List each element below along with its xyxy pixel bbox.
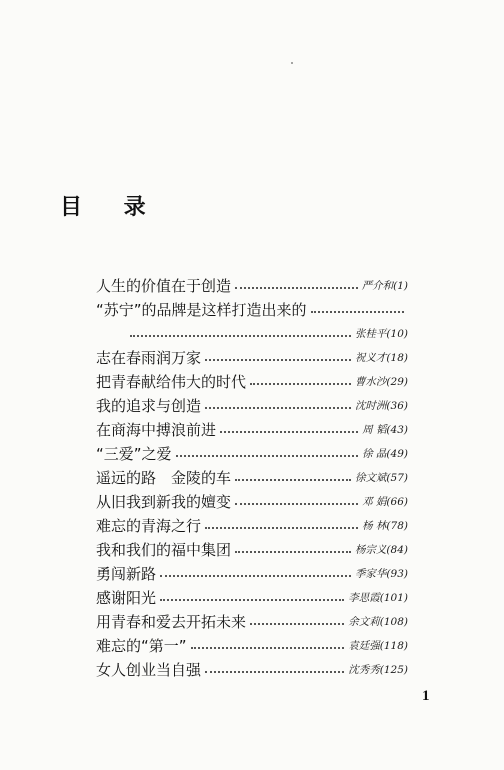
- toc-entry[interactable]: [96, 273, 408, 297]
- dot-leader: [311, 311, 404, 313]
- toc-list: [96, 273, 408, 681]
- toc-entry-author-page: 余文莉(108): [348, 615, 408, 628]
- toc-entry-author-page: 李思霞(101): [348, 591, 408, 604]
- toc-entry-author-page: 沈秀秀(125): [348, 663, 408, 676]
- toc-entry[interactable]: [96, 585, 408, 609]
- dot-leader: [220, 431, 358, 433]
- toc-entry-author-page: 沈时洲(36): [354, 399, 408, 412]
- dot-leader: [250, 623, 344, 625]
- toc-entry-author-page: 季家华(93): [354, 567, 408, 580]
- toc-entry-author-page: 徐文斌(57): [354, 471, 408, 484]
- toc-entry-title: “苏宁”的品牌是这样打造出来的: [96, 300, 307, 319]
- toc-entry-title: 用青春和爱去开拓未来: [96, 612, 247, 631]
- toc-entry[interactable]: [96, 345, 408, 369]
- toc-entry-title: 遥远的路 金陵的车: [96, 468, 232, 487]
- toc-entry[interactable]: [96, 465, 408, 489]
- page-number: 1: [422, 688, 430, 704]
- toc-entry[interactable]: [96, 561, 408, 585]
- dot-leader: [160, 575, 351, 577]
- toc-entry-continuation[interactable]: [96, 321, 408, 345]
- toc-entry[interactable]: [96, 609, 408, 633]
- toc-entry[interactable]: [96, 489, 408, 513]
- toc-entry-title: 在商海中搏浪前进: [96, 420, 217, 439]
- toc-entry[interactable]: [96, 441, 408, 465]
- dot-leader: [191, 647, 345, 649]
- dot-leader: [235, 551, 351, 553]
- dot-leader: [205, 407, 351, 409]
- toc-entry[interactable]: [96, 297, 408, 321]
- toc-entry-title: 我的追求与创造: [96, 396, 202, 415]
- toc-entry-title: 难忘的“第一”: [96, 636, 187, 655]
- toc-entry-title: 女人创业当自强: [96, 660, 202, 679]
- toc-entry[interactable]: [96, 657, 408, 681]
- toc-entry-title: 从旧我到新我的嬗变: [96, 492, 232, 511]
- toc-entry-author-page: 袁廷强(118): [348, 639, 408, 652]
- dot-leader: [160, 599, 344, 601]
- toc-entry-author-page: 杨宗义(84): [354, 543, 408, 556]
- dot-leader: [205, 359, 351, 361]
- dot-leader: [130, 335, 351, 337]
- toc-entry-title: 志在春雨润万家: [96, 348, 202, 367]
- toc-entry-title: 我和我们的福中集团: [96, 540, 232, 559]
- toc-entry[interactable]: [96, 369, 408, 393]
- toc-entry-author-page: 杨 林(78): [362, 519, 408, 532]
- toc-entry[interactable]: [96, 393, 408, 417]
- toc-entry-author-page: 邓 娟(66): [362, 495, 408, 508]
- toc-entry-author-page: 张桂平(10): [354, 327, 408, 340]
- toc-entry[interactable]: [96, 537, 408, 561]
- toc-entry-author-page: 严介和(1): [361, 279, 408, 292]
- dot-leader: [250, 383, 351, 385]
- dot-leader: [205, 671, 344, 673]
- dot-leader: [235, 503, 358, 505]
- toc-entry-title: 把青春献给伟大的时代: [96, 372, 247, 391]
- toc-entry[interactable]: [96, 633, 408, 657]
- toc-entry-title: 感谢阳光: [96, 588, 157, 607]
- dot-leader: [235, 479, 351, 481]
- toc-entry-title: 人生的价值在于创造: [96, 276, 232, 295]
- toc-entry-author-page: 徐 晶(49): [362, 447, 408, 460]
- dot-leader: [205, 527, 358, 529]
- dot-leader: [235, 287, 358, 289]
- toc-entry-title: “三爱”之爱: [96, 444, 172, 463]
- dot-leader: [176, 455, 359, 457]
- toc-entry-author-page: 周 韬(43): [362, 423, 408, 436]
- toc-entry-author-page: 曹水沙(29): [354, 375, 408, 388]
- toc-entry[interactable]: [96, 417, 408, 441]
- toc-heading: 目 录: [60, 195, 163, 220]
- toc-entry[interactable]: [96, 513, 408, 537]
- toc-entry-title: 勇闯新路: [96, 564, 157, 583]
- toc-entry-author-page: 祝义才(18): [354, 351, 408, 364]
- toc-entry-title: 难忘的青海之行: [96, 516, 202, 535]
- print-speck: [291, 62, 293, 64]
